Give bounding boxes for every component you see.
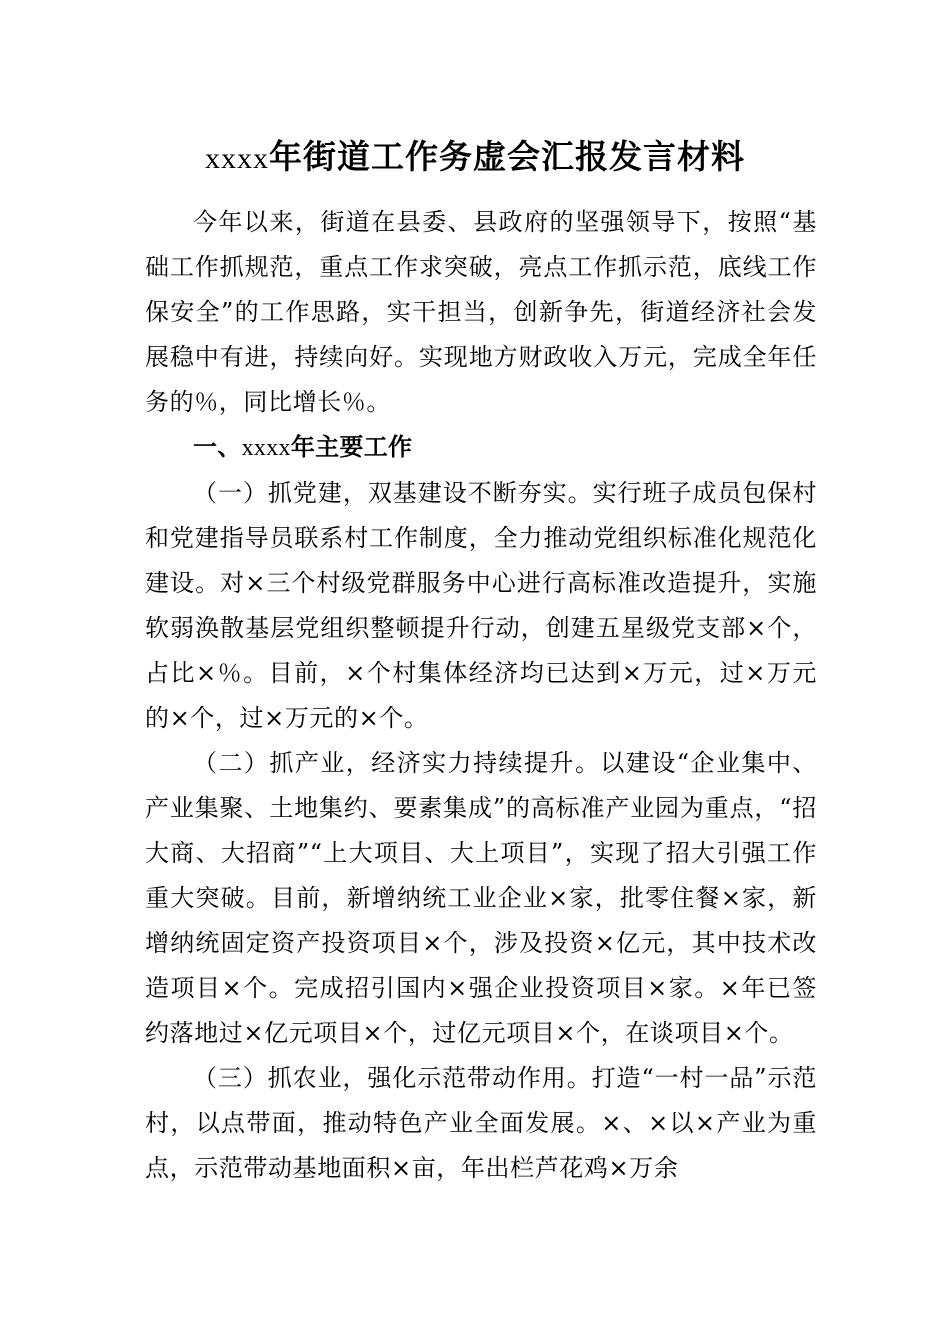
section-year: xxxx <box>241 435 291 461</box>
section-title: 年主要工作 <box>290 433 413 461</box>
title-year: xxxx <box>205 142 269 175</box>
document-title <box>0 132 950 182</box>
paragraph-party-building: （一）抓党建，双基建设不断夯实。实行班子成员包保村和党建指导员联系村工作制度，全力推动党组织标准化规范化建设。对×三个村级党群服务中心进行高标准改造提升，实施软弱涣散基层党组织整顿提升行动，创建五星级党支部×个，占比×％。目前，×个村集体经济均已达到×万元，过×万元的×个，过×万元的×个。 <box>145 479 817 732</box>
intro-paragraph: 今年以来，街道在县委、县政府的坚强领导下，按照“基础工作抓规范，重点工作求突破，亮点工作抓示范，底线工作保安全”的工作思路，实干担当，创新争先，街道经济社会发展稳中有进，持续向好。实现地方财政收入万元，完成全年任务的％，同比增长％。 <box>145 208 817 416</box>
section-heading <box>145 425 817 471</box>
paragraph-agriculture: （三）抓农业，强化示范带动作用。打造“一村一品”示范村，以点带面，推动特色产业全面发展。×、×以×产业为重点，示范带动基地面积×亩，年出栏芦花鸡×万余 <box>145 1064 817 1182</box>
paragraph-industry: （二）抓产业，经济实力持续提升。以建设“企业集中、产业集聚、土地集约、要素集成”的高标准产业园为重点，“招大商、大招商”“上大项目、大上项目”，实现了招大引强工作重大突破。目前，新增纳统工业企业×家，批零住餐×家，新增纳统固定资产投资项目×个，涉及投资×亿元，其中技术改造项目×个。完成招引国内×强企业投资项目×家。×年已签约落地过×亿元项目×个，过亿元项目×个，在谈项目×个。 <box>145 749 817 1047</box>
title-text: 年街道工作务虚会汇报发言材料 <box>269 137 745 176</box>
document-body <box>145 200 817 1191</box>
section-number: 一、 <box>193 433 242 461</box>
